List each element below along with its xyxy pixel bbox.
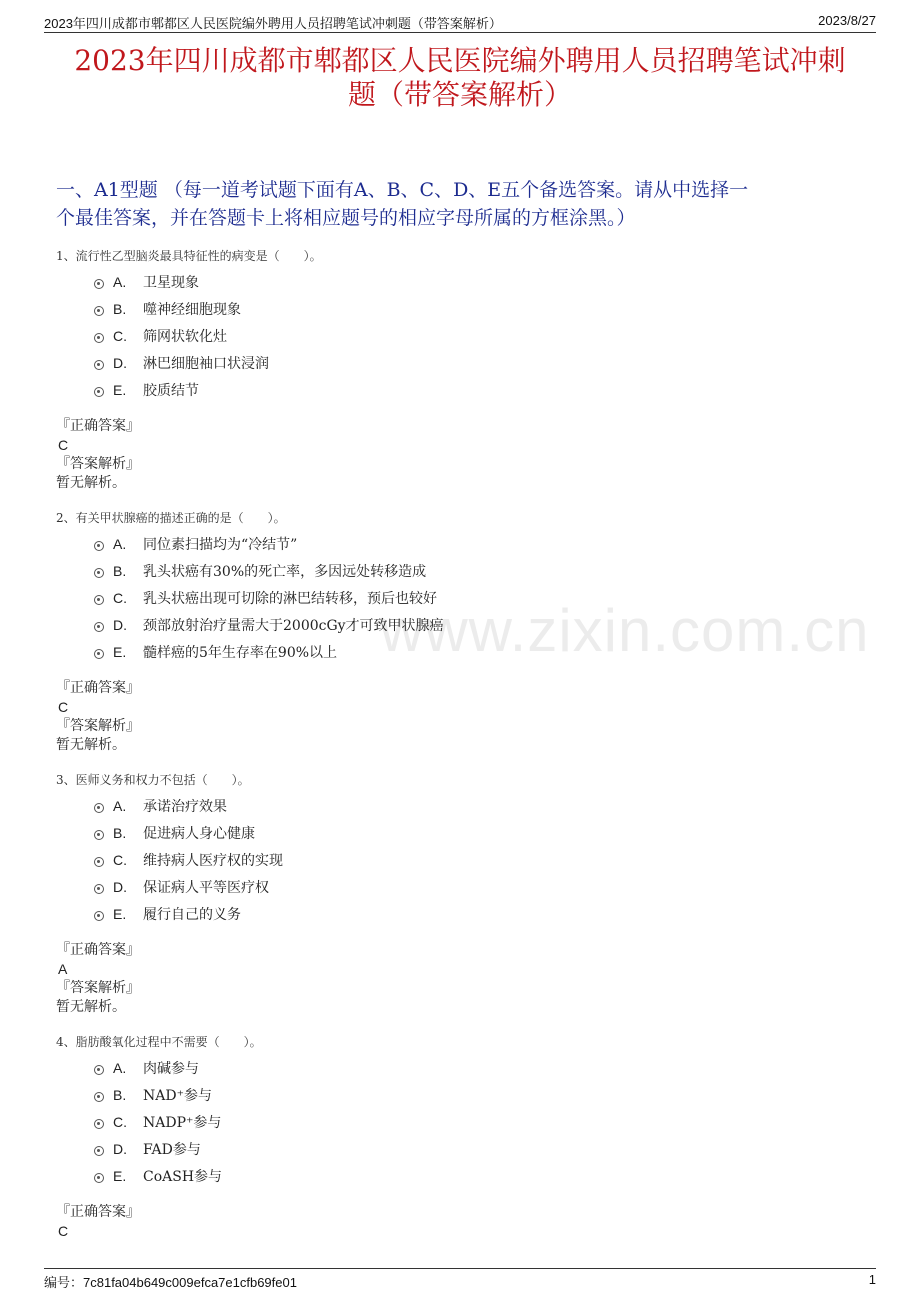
- answer-block: [56, 679, 860, 755]
- question-text: 4、脂肪酸氧化过程中不需要（ ）。: [56, 1035, 262, 1049]
- document-title: [44, 44, 876, 112]
- document-title-line-2: 题（带答案解析）: [347, 78, 572, 111]
- option-a[interactable]: [94, 268, 860, 295]
- option-c[interactable]: [94, 846, 860, 873]
- option-list: [94, 268, 860, 403]
- option-letter: B.: [113, 824, 127, 841]
- option-d[interactable]: [94, 1135, 860, 1162]
- option-text: 髓样癌的5年生存率在90%以上: [143, 644, 338, 661]
- option-a[interactable]: [94, 1054, 860, 1081]
- option-c[interactable]: [94, 584, 860, 611]
- answer-value: A: [58, 961, 68, 977]
- option-letter: C.: [113, 327, 127, 344]
- radio-icon[interactable]: [94, 830, 104, 840]
- analysis-label: 『答案解析』: [56, 456, 140, 472]
- page-footer: [44, 1268, 876, 1290]
- option-letter: A.: [113, 273, 127, 290]
- option-text: 淋巴细胞袖口状浸润: [143, 355, 269, 372]
- answer-label: 『正确答案』: [56, 418, 140, 434]
- option-text: 肉碱参与: [143, 1060, 199, 1077]
- option-d[interactable]: [94, 611, 860, 638]
- radio-icon[interactable]: [94, 911, 104, 921]
- radio-icon[interactable]: [94, 884, 104, 894]
- option-b[interactable]: [94, 295, 860, 322]
- page-number: 1: [868, 1272, 876, 1287]
- option-c[interactable]: [94, 1108, 860, 1135]
- answer-block: [56, 1203, 860, 1241]
- option-letter: A.: [113, 535, 127, 552]
- option-letter: B.: [113, 1086, 127, 1103]
- option-e[interactable]: [94, 900, 860, 927]
- answer-value: C: [58, 1223, 69, 1239]
- option-text: 胶质结节: [143, 382, 199, 399]
- option-list: [94, 792, 860, 927]
- option-list: [94, 530, 860, 665]
- radio-icon[interactable]: [94, 333, 104, 343]
- radio-icon[interactable]: [94, 857, 104, 867]
- option-e[interactable]: [94, 638, 860, 665]
- radio-icon[interactable]: [94, 306, 104, 316]
- radio-icon[interactable]: [94, 622, 104, 632]
- option-e[interactable]: [94, 1162, 860, 1189]
- radio-icon[interactable]: [94, 1065, 104, 1075]
- option-text: 乳头状癌出现可切除的淋巴结转移，预后也较好: [143, 590, 437, 607]
- radio-icon[interactable]: [94, 649, 104, 659]
- option-text: 履行自己的义务: [143, 906, 241, 923]
- option-c[interactable]: [94, 322, 860, 349]
- answer-block: [56, 941, 860, 1017]
- document-title-line-1: 2023年四川成都市郫都区人民医院编外聘用人员招聘笔试冲刺: [74, 44, 846, 77]
- option-letter: D.: [113, 616, 127, 633]
- question-text: 1、流行性乙型脑炎最具特征性的病变是（ ）。: [56, 249, 322, 263]
- option-text: 维持病人医疗权的实现: [143, 852, 283, 869]
- document-code: 编号：7c81fa04b649c009efca7e1cfb69fe01: [44, 1275, 297, 1290]
- question-4: [56, 1032, 860, 1241]
- option-d[interactable]: [94, 349, 860, 376]
- radio-icon[interactable]: [94, 1146, 104, 1156]
- option-d[interactable]: [94, 873, 860, 900]
- option-text: NAD⁺参与: [143, 1087, 212, 1104]
- option-letter: D.: [113, 1140, 127, 1157]
- option-letter: C.: [113, 589, 127, 606]
- question-text: 3、医师义务和权力不包括（ ）。: [56, 773, 250, 787]
- analysis-text: 暂无解析。: [56, 737, 126, 753]
- option-text: 噬神经细胞现象: [143, 301, 241, 318]
- answer-block: [56, 417, 860, 493]
- option-b[interactable]: [94, 557, 860, 584]
- option-letter: C.: [113, 851, 127, 868]
- radio-icon[interactable]: [94, 568, 104, 578]
- option-letter: B.: [113, 300, 127, 317]
- radio-icon[interactable]: [94, 1119, 104, 1129]
- question-2: [56, 508, 860, 755]
- page-header: [44, 8, 876, 33]
- radio-icon[interactable]: [94, 595, 104, 605]
- option-text: NADP⁺参与: [143, 1114, 222, 1131]
- radio-icon[interactable]: [94, 1173, 104, 1183]
- analysis-label: 『答案解析』: [56, 980, 140, 996]
- answer-label: 『正确答案』: [56, 1204, 140, 1220]
- answer-value: C: [58, 437, 69, 453]
- option-list: [94, 1054, 860, 1189]
- option-letter: C.: [113, 1113, 127, 1130]
- section-heading: [56, 176, 860, 232]
- section-heading-line-2: 个最佳答案，并在答题卡上将相应题号的相应字母所属的方框涂黑。）: [56, 207, 636, 229]
- section-heading-line-1: 一、A1型题 （每一道考试题下面有A、B、C、D、E五个备选答案。请从中选择一: [56, 179, 749, 201]
- option-a[interactable]: [94, 530, 860, 557]
- option-letter: D.: [113, 878, 127, 895]
- analysis-text: 暂无解析。: [56, 999, 126, 1015]
- analysis-label: 『答案解析』: [56, 718, 140, 734]
- option-text: 促进病人身心健康: [143, 825, 255, 842]
- option-b[interactable]: [94, 819, 860, 846]
- question-text: 2、有关甲状腺癌的描述正确的是（ ）。: [56, 511, 286, 525]
- question-3: [56, 770, 860, 1017]
- radio-icon[interactable]: [94, 803, 104, 813]
- answer-value: C: [58, 699, 69, 715]
- option-letter: B.: [113, 562, 127, 579]
- option-a[interactable]: [94, 792, 860, 819]
- answer-label: 『正确答案』: [56, 680, 140, 696]
- option-letter: A.: [113, 1059, 127, 1076]
- radio-icon[interactable]: [94, 279, 104, 289]
- question-1: [56, 246, 860, 493]
- radio-icon[interactable]: [94, 541, 104, 551]
- option-text: 筛网状软化灶: [143, 328, 227, 345]
- option-e[interactable]: [94, 376, 860, 403]
- option-text: 卫星现象: [143, 274, 199, 291]
- option-letter: E.: [113, 381, 127, 398]
- analysis-text: 暂无解析。: [56, 475, 126, 491]
- option-letter: E.: [113, 905, 127, 922]
- option-letter: D.: [113, 354, 127, 371]
- radio-icon[interactable]: [94, 387, 104, 397]
- option-text: 乳头状癌有30%的死亡率，多因远处转移造成: [143, 563, 427, 580]
- option-b[interactable]: [94, 1081, 860, 1108]
- radio-icon[interactable]: [94, 360, 104, 370]
- watermark: www.zixin.com.cn: [380, 597, 870, 664]
- option-letter: E.: [113, 1167, 127, 1184]
- option-letter: A.: [113, 797, 127, 814]
- header-title: 2023年四川成都市郫都区人民医院编外聘用人员招聘笔试冲刺题（带答案解析）: [44, 16, 502, 31]
- radio-icon[interactable]: [94, 1092, 104, 1102]
- option-text: 颈部放射治疗量需大于2000cGy才可致甲状腺癌: [143, 617, 444, 634]
- option-text: CoASH参与: [143, 1168, 223, 1185]
- option-text: 保证病人平等医疗权: [143, 879, 269, 896]
- answer-label: 『正确答案』: [56, 942, 140, 958]
- option-text: FAD参与: [143, 1141, 201, 1158]
- option-text: 同位素扫描均为“冷结节”: [143, 536, 298, 553]
- option-letter: E.: [113, 643, 127, 660]
- header-date: 2023/8/27: [818, 13, 876, 28]
- option-text: 承诺治疗效果: [143, 798, 227, 815]
